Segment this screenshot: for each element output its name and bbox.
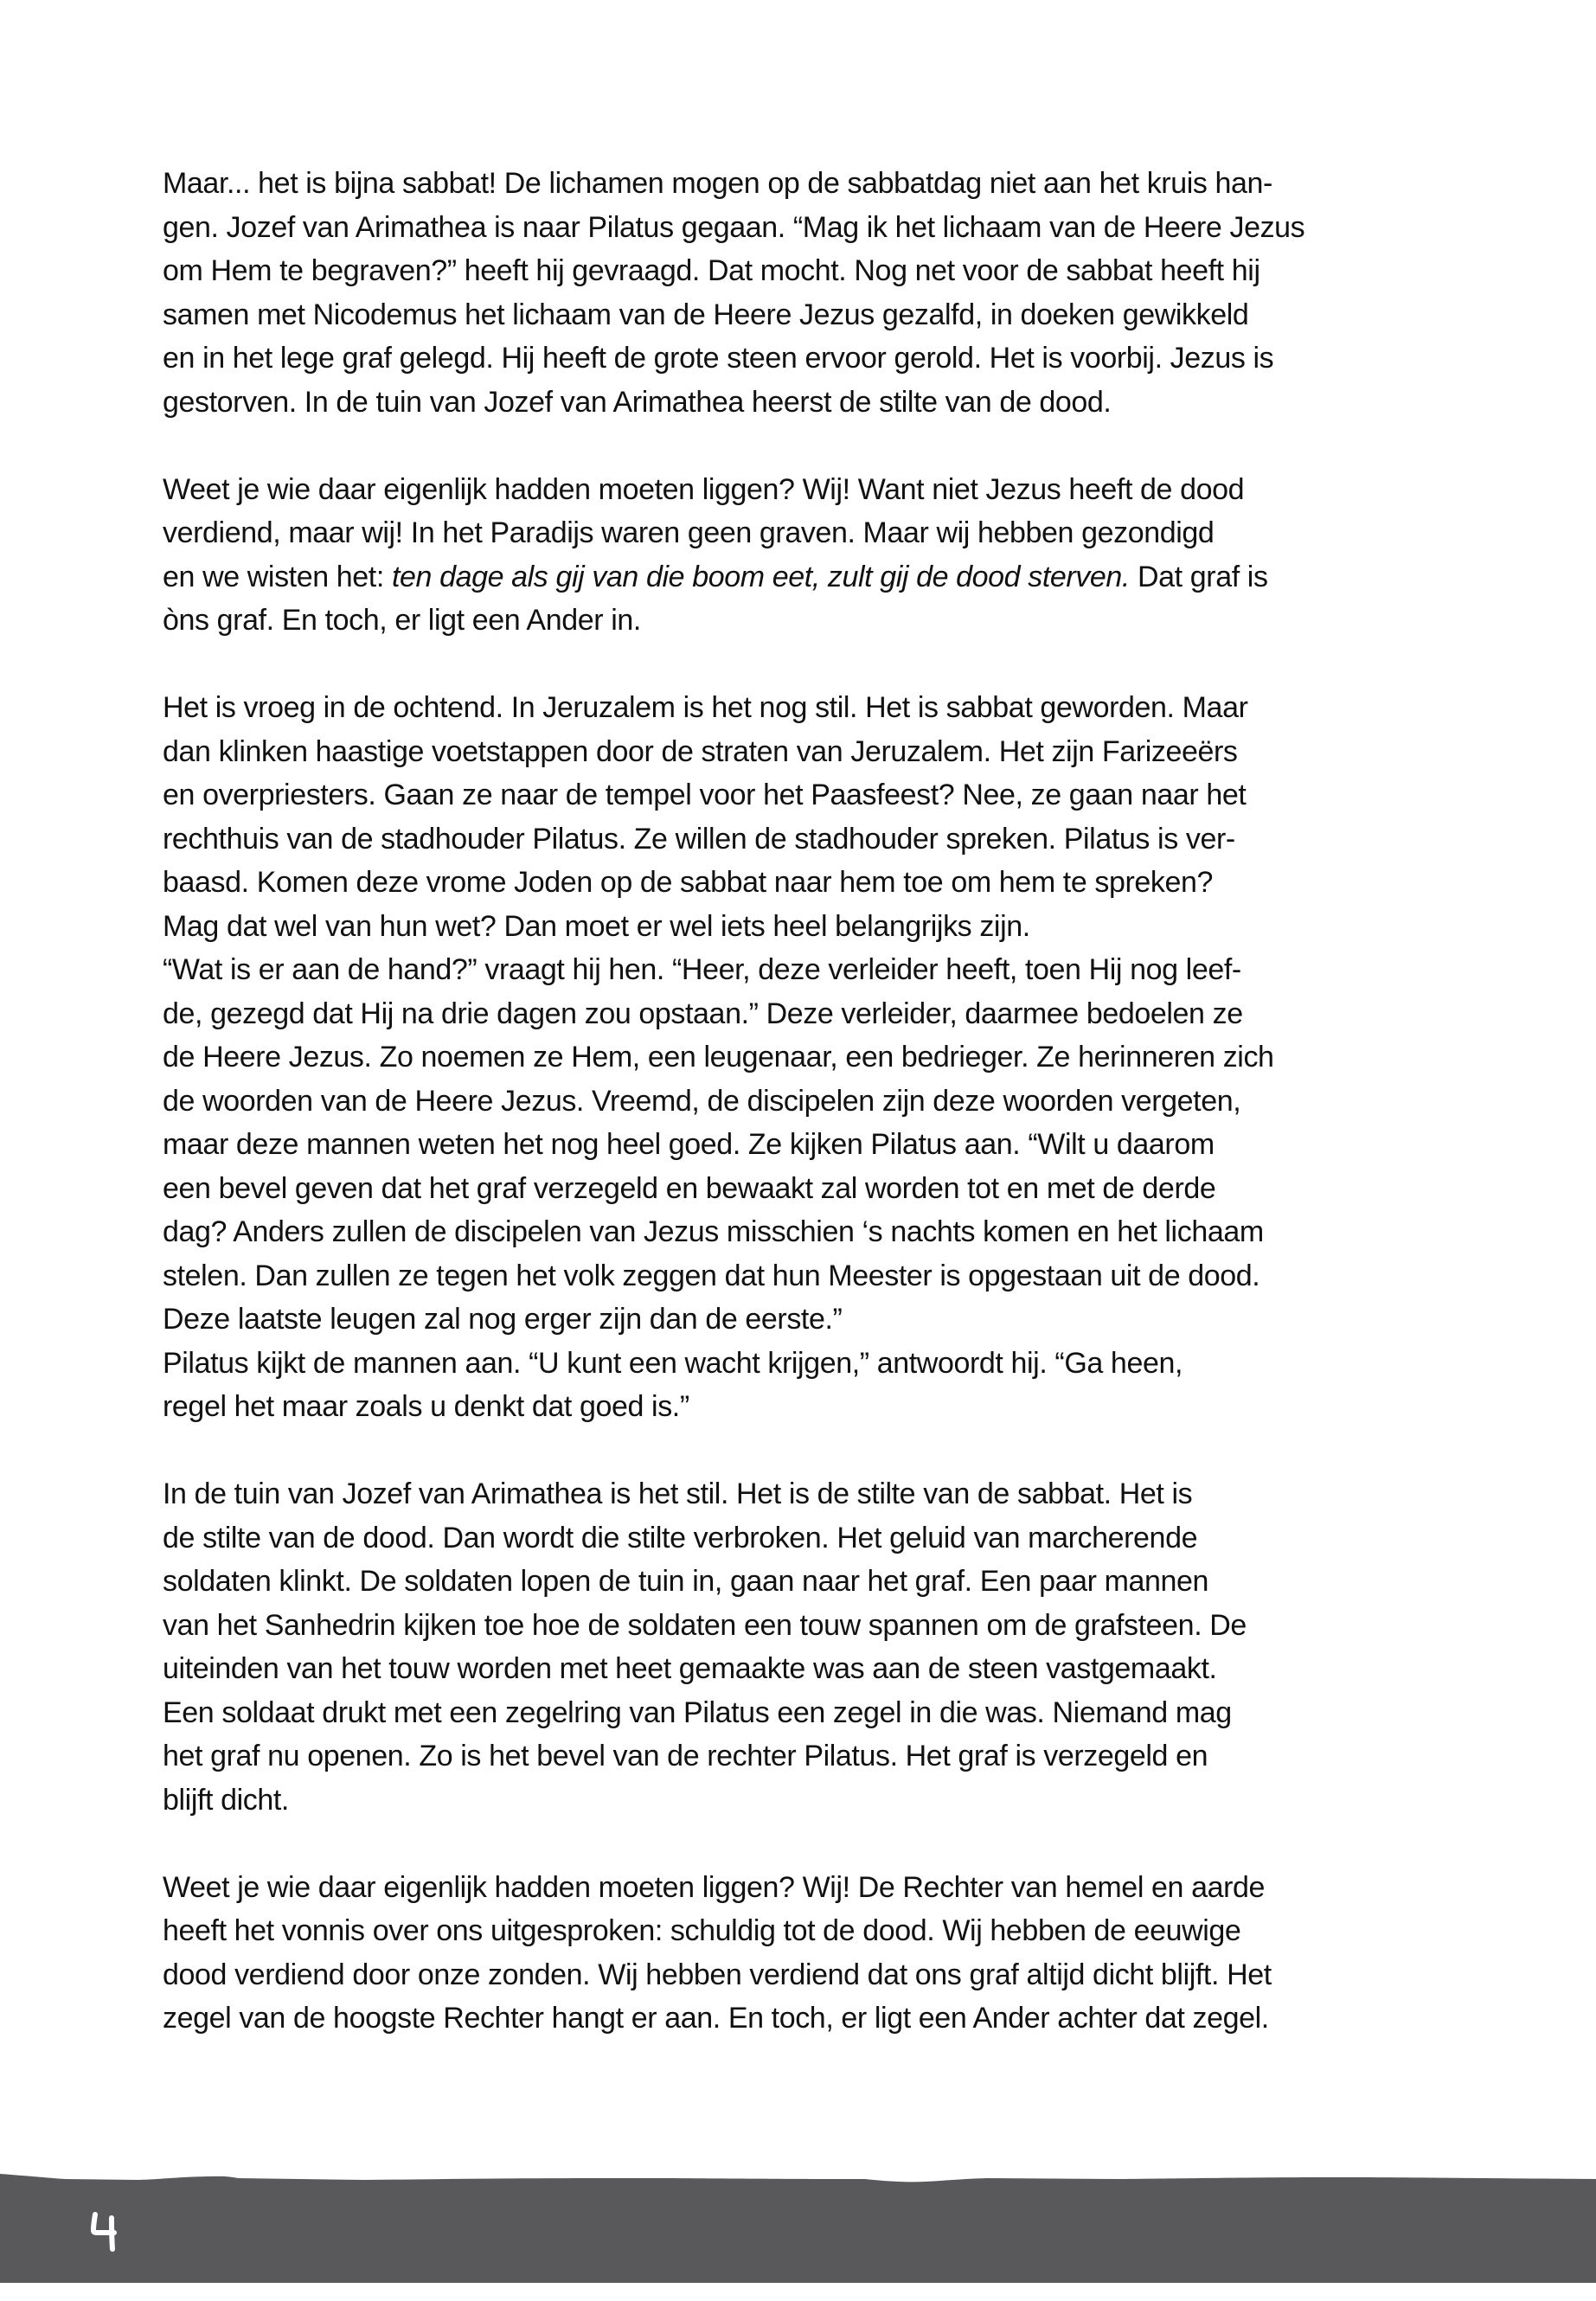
text-segment: òns graf. En toch, er ligt een Ander in. [163, 604, 641, 637]
text-line [163, 162, 1439, 206]
text-line [163, 1080, 1439, 1124]
text-segment: Deze laatste leugen zal nog erger zijn dan de eerste.” [163, 1303, 843, 1336]
text-line [163, 1123, 1439, 1167]
text-segment: de, gezegd dat Hij na drie dagen zou opstaan.” Deze verleider, daarmee bedoelen ze [163, 997, 1243, 1030]
text-segment: dag? Anders zullen de discipelen van Jezus misschien ‘s nachts komen en het lichaam [163, 1215, 1264, 1248]
page-number [87, 2208, 125, 2256]
text-line [163, 1909, 1439, 1953]
text-segment: Een soldaat drukt met een zegelring van Pilatus een zegel in die was. Niemand mag [163, 1695, 1232, 1729]
text-line [163, 1254, 1439, 1298]
text-line [163, 948, 1439, 992]
paragraph [163, 162, 1439, 424]
text-segment: Weet je wie daar eigenlijk hadden moeten liggen? Wij! Want niet Jezus heeft de dood [163, 472, 1245, 506]
text-segment: het graf nu openen. Zo is het bevel van de rechter Pilatus. Het graf is verzegeld en [163, 1740, 1208, 1772]
text-line [163, 1298, 1439, 1342]
text-segment: blijft dicht. [163, 1783, 289, 1817]
text-line [163, 1035, 1439, 1080]
italic-quote: ten dage als gij van die boom eet, zult gij de dood sterven. [391, 560, 1130, 593]
text-line [163, 1734, 1439, 1779]
text-segment: Het is vroeg in de ochtend. In Jeruzalem is het nog stil. Het is sabbat geworden. Maar [163, 691, 1248, 724]
text-segment: dood verdiend door onze zonden. Wij hebben verdiend dat ons graf altijd dicht blijft. Het [163, 1958, 1272, 1991]
text-segment: een bevel geven dat het graf verzegeld en bewaakt zal worden tot en met de derde [163, 1171, 1216, 1205]
text-segment: de woorden van de Heere Jezus. Vreemd, de discipelen zijn deze woorden vergeten, [163, 1084, 1241, 1118]
text-segment: en in het lege graf gelegd. Hij heeft de grote steen ervoor gerold. Het is voorbij. Jezus is [163, 342, 1274, 375]
text-line [163, 249, 1439, 293]
text-line [163, 468, 1439, 512]
text-segment: verdiend, maar wij! In het Paradijs waren geen graven. Maar wij hebben gezondigd [163, 516, 1215, 549]
paragraph [163, 686, 1439, 1429]
text-line [163, 1604, 1439, 1648]
footer-band [0, 2163, 1596, 2284]
paragraph [163, 468, 1439, 643]
text-line [163, 1953, 1439, 1997]
body-text [163, 162, 1439, 2084]
text-segment: heeft het vonnis over ons uitgesproken: schuldig tot de dood. Wij hebben de eeuwige [163, 1914, 1241, 1947]
text-line [163, 599, 1439, 643]
text-segment: van het Sanhedrin kijken toe hoe de soldaten een touw spannen om de grafsteen. De [163, 1608, 1247, 1642]
text-segment: soldaten klinkt. De soldaten lopen de tuin in, gaan naar het graf. Een paar mannen [163, 1565, 1209, 1598]
text-line [163, 1560, 1439, 1604]
text-line [163, 511, 1439, 555]
text-segment: Mag dat wel van hun wet? Dan moet er wel iets heel belangrijks zijn. [163, 909, 1030, 943]
page-number-text [87, 2208, 125, 2256]
text-segment: samen met Nicodemus het lichaam van de Heere Jezus gezalfd, in doeken gewikkeld [163, 298, 1249, 331]
text-line [163, 1342, 1439, 1386]
text-segment: dan klinken haastige voetstappen door de straten van Jeruzalem. Het zijn Farizeeërs [163, 734, 1238, 768]
text-line [163, 992, 1439, 1036]
text-segment: om Hem te begraven?” heeft hij gevraagd. Dat mocht. Nog net voor de sabbat heeft hij [163, 254, 1260, 287]
text-line [163, 1647, 1439, 1691]
text-line [163, 686, 1439, 730]
text-line [163, 773, 1439, 817]
text-line [163, 1997, 1439, 2041]
text-line [163, 1167, 1439, 1211]
paragraph [163, 1472, 1439, 1822]
text-line [163, 905, 1439, 949]
text-line [163, 1385, 1439, 1429]
text-line [163, 730, 1439, 774]
text-segment: stelen. Dan zullen ze tegen het volk zeggen dat hun Meester is opgestaan uit de dood. [163, 1259, 1260, 1292]
text-line [163, 381, 1439, 425]
text-segment: maar deze mannen weten het nog heel goed. Ze kijken Pilatus aan. “Wilt u daarom [163, 1128, 1215, 1161]
text-segment: “Wat is er aan de hand?” vraagt hij hen. “Heer, deze verleider heeft, toen Hij nog leef- [163, 953, 1241, 986]
text-segment: baasd. Komen deze vrome Joden op de sabbat naar hem toe om hem te spreken? [163, 866, 1214, 899]
paragraph [163, 1866, 1439, 2041]
text-segment: Dat graf is [1129, 560, 1268, 593]
text-segment: de stilte van de dood. Dan wordt die stilte verbroken. Het geluid van marcherende [163, 1521, 1198, 1554]
text-segment: gestorven. In de tuin van Jozef van Arimathea heerst de stilte van de dood. [163, 385, 1112, 419]
text-segment: gen. Jozef van Arimathea is naar Pilatus gegaan. “Mag ik het lichaam van de Heere Jezus [163, 210, 1305, 244]
text-line [163, 1210, 1439, 1254]
text-segment: en we wisten het: [163, 560, 392, 593]
text-line [163, 1779, 1439, 1823]
text-segment: Maar... het is bijna sabbat! De lichamen mogen op de sabbatdag niet aan het kruis han- [163, 167, 1272, 200]
text-segment: uiteinden van het touw worden met heet gemaakte was aan de steen vastgemaakt. [163, 1652, 1217, 1685]
text-line [163, 555, 1439, 599]
text-segment: rechthuis van de stadhouder Pilatus. Ze willen de stadhouder spreken. Pilatus is ver- [163, 822, 1235, 856]
text-line [163, 1472, 1439, 1516]
text-line [163, 1691, 1439, 1735]
text-segment: regel het maar zoals u denkt dat goed is.” [163, 1390, 689, 1423]
text-line [163, 817, 1439, 862]
footer-wave-shape [0, 2163, 1596, 2284]
text-line [163, 1516, 1439, 1561]
text-line [163, 293, 1439, 337]
text-line [163, 336, 1439, 381]
text-line [163, 206, 1439, 250]
text-segment: en overpriesters. Gaan ze naar de tempel voor het Paasfeest? Nee, ze gaan naar het [163, 779, 1247, 811]
text-line [163, 861, 1439, 905]
text-segment: Weet je wie daar eigenlijk hadden moeten liggen? Wij! De Rechter van hemel en aarde [163, 1870, 1266, 1904]
text-segment: In de tuin van Jozef van Arimathea is het stil. Het is de stilte van de sabbat. Het is [163, 1477, 1193, 1510]
text-segment: zegel van de hoogste Rechter hangt er aan. En toch, er ligt een Ander achter dat zegel. [163, 2002, 1269, 2035]
text-line [163, 1866, 1439, 1910]
text-segment: de Heere Jezus. Zo noemen ze Hem, een leugenaar, een bedrieger. Ze herinneren zich [163, 1041, 1274, 1074]
text-segment: Pilatus kijkt de mannen aan. “U kunt een wacht krijgen,” antwoordt hij. “Ga heen, [163, 1346, 1183, 1380]
